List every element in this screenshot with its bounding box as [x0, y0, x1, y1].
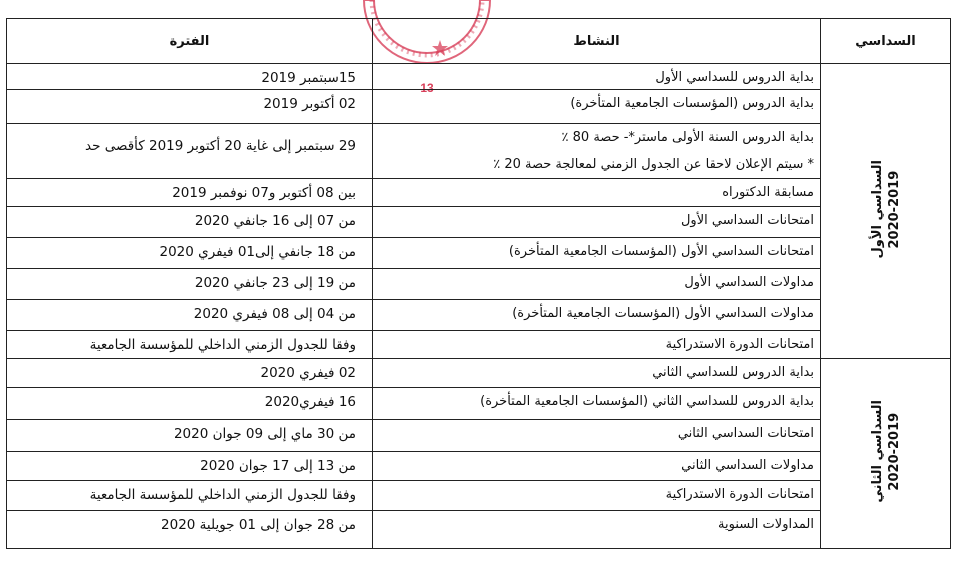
table-row: [7, 269, 951, 300]
semester-1-cell: [821, 64, 951, 359]
activity-cell: مداولات السداسي الأول (المؤسسات الجامعية المتأخرة): [373, 300, 821, 331]
table-row: [7, 90, 951, 124]
activity-cell: مداولات السداسي الثاني: [373, 452, 821, 481]
table-row: [7, 359, 951, 388]
activity-cell: بداية الدروس (المؤسسات الجامعية المتأخرة): [373, 90, 821, 124]
activity-cell: مسابقة الدكتوراه: [373, 179, 821, 207]
calendar-table: [6, 18, 951, 549]
table-row: [7, 331, 951, 359]
period-cell: 02 فيفري 2020: [7, 359, 373, 388]
table-row: [7, 238, 951, 269]
period-cell: وفقا للجدول الزمني الداخلي للمؤسسة الجامعية: [7, 481, 373, 511]
activity-note: * سيتم الإعلان لاحقا عن الجدول الزمني لمعالجة حصة 20 ٪: [493, 157, 814, 172]
period-cell: 29 سبتمبر إلى غاية 20 أكتوبر 2019 كأقصى حد: [7, 124, 373, 179]
activity-cell: امتحانات الدورة الاستدراكية: [373, 481, 821, 511]
period-cell: من 04 إلى 08 فيفري 2020: [7, 300, 373, 331]
period-cell: من 13 إلى 17 جوان 2020: [7, 452, 373, 481]
period-cell: من 19 إلى 23 جانفي 2020: [7, 269, 373, 300]
period-cell: وفقا للجدول الزمني الداخلي للمؤسسة الجامعية: [7, 331, 373, 359]
period-cell: بين 08 أكتوبر و07 نوفمبر 2019: [7, 179, 373, 207]
table-row: [7, 207, 951, 238]
activity-cell: بداية الدروس للسداسي الثاني (المؤسسات الجامعية المتأخرة): [373, 388, 821, 420]
activity-cell: امتحانات الدورة الاستدراكية: [373, 331, 821, 359]
table-row: [7, 420, 951, 452]
period-cell: 15سبتمبر 2019: [7, 64, 373, 90]
period-cell: من 18 جانفي إلى01 فيفري 2020: [7, 238, 373, 269]
stamp-number: 13: [420, 81, 434, 95]
semester-1-label: السداسي الأول 2020-2019: [869, 159, 902, 259]
activity-cell: المداولات السنوية: [373, 511, 821, 549]
table-row: [7, 179, 951, 207]
activity-text: بداية الدروس السنة الأولى ماستر*- حصة 80 ٪: [561, 130, 814, 145]
activity-cell: بداية الدروس للسداسي الثاني: [373, 359, 821, 388]
header-period: الفترة: [7, 19, 373, 64]
table-row: [7, 511, 951, 549]
activity-cell: مداولات السداسي الأول: [373, 269, 821, 300]
header-activity: النشاط: [373, 19, 821, 64]
activity-cell: امتحانات السداسي الثاني: [373, 420, 821, 452]
activity-cell: امتحانات السداسي الأول (المؤسسات الجامعية المتأخرة): [373, 238, 821, 269]
semester-2-cell: [821, 359, 951, 549]
period-cell: 16 فيفري2020: [7, 388, 373, 420]
period-cell: من 07 إلى 16 جانفي 2020: [7, 207, 373, 238]
period-cell: من 28 جوان إلى 01 جويلية 2020: [7, 511, 373, 549]
table-row: [7, 452, 951, 481]
activity-cell: بداية الدروس للسداسي الأول: [373, 64, 821, 90]
period-cell: من 30 ماي إلى 09 جوان 2020: [7, 420, 373, 452]
header-row: [7, 19, 951, 64]
activity-cell: [373, 124, 821, 179]
table-row: [7, 481, 951, 511]
semester-2-label: السداسي الثاني 2020-2019: [869, 400, 902, 503]
table-row: [7, 388, 951, 420]
table-row: [7, 300, 951, 331]
period-cell: 02 أكتوبر 2019: [7, 90, 373, 124]
header-semester: السداسي: [821, 19, 951, 64]
table-row: [7, 64, 951, 90]
table-row: [7, 124, 951, 179]
activity-cell: امتحانات السداسي الأول: [373, 207, 821, 238]
